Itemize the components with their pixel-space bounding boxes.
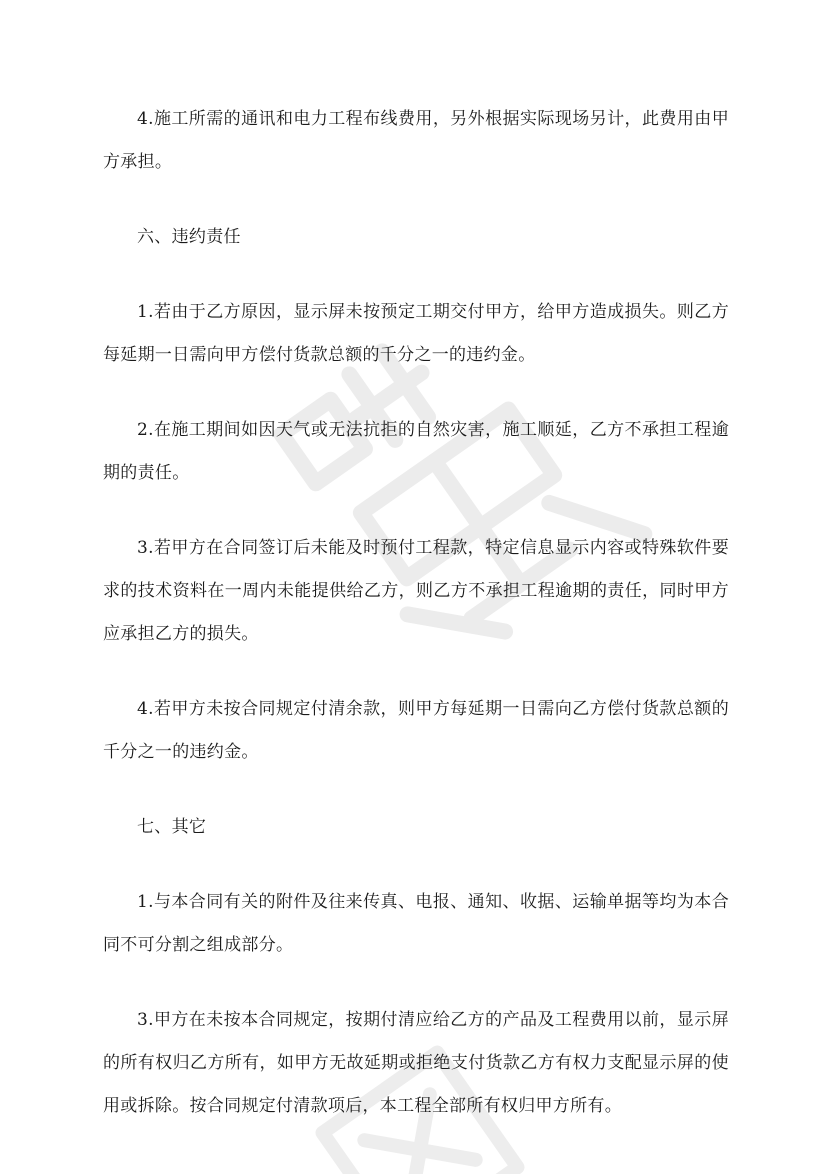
paragraph: 3.若甲方在合同签订后未能及时预付工程款，特定信息显示内容或特殊软件要求的技术资料在一周内未能提供给乙方，则乙方不承担工程逾期的责任，同时甲方应承担乙方的损失。 [103,538,729,644]
section-heading: 七、其它 [137,817,207,837]
paragraph-gap [103,184,729,216]
paragraph-gap [103,377,729,409]
paragraph: 1.若由于乙方原因，显示屏未按预定工期交付甲方，给甲方造成损失。则乙方每延期一日需向甲方偿付货款总额的千分之一的违约金。 [103,302,729,365]
paragraph-gap [103,774,729,806]
paragraph-gap [103,495,729,527]
paragraph-gap [103,656,729,688]
paragraph: 4.施工所需的通讯和电力工程布线费用，另外根据实际现场另计，此费用由甲方承担。 [103,109,729,172]
document-body [103,98,729,1128]
paragraph: 4.若甲方未按合同规定付清余款，则甲方每延期一日需向乙方偿付货款总额的千分之一的违约金。 [103,699,729,762]
paragraph: 2.在施工期间如因天气或无法抗拒的自然灾害，施工顺延，乙方不承担工程逾期的责任。 [103,420,729,483]
paragraph-gap [103,967,729,999]
paragraph: 3.甲方在未按本合同规定，按期付清应给乙方的产品及工程费用以前，显示屏的所有权归乙方所有，如甲方无故延期或拒绝支付货款乙方有权力支配显示屏的使用或拆除。按合同规定付清款项后，本工程全部所有权归甲方所有。 [103,1010,729,1116]
paragraph-gap [103,849,729,881]
section-heading: 六、违约责任 [137,227,241,247]
paragraph-gap [103,259,729,291]
paragraph: 1.与本合同有关的附件及往来传真、电报、通知、收据、运输单据等均为本合同不可分割之组成部分。 [103,892,729,955]
